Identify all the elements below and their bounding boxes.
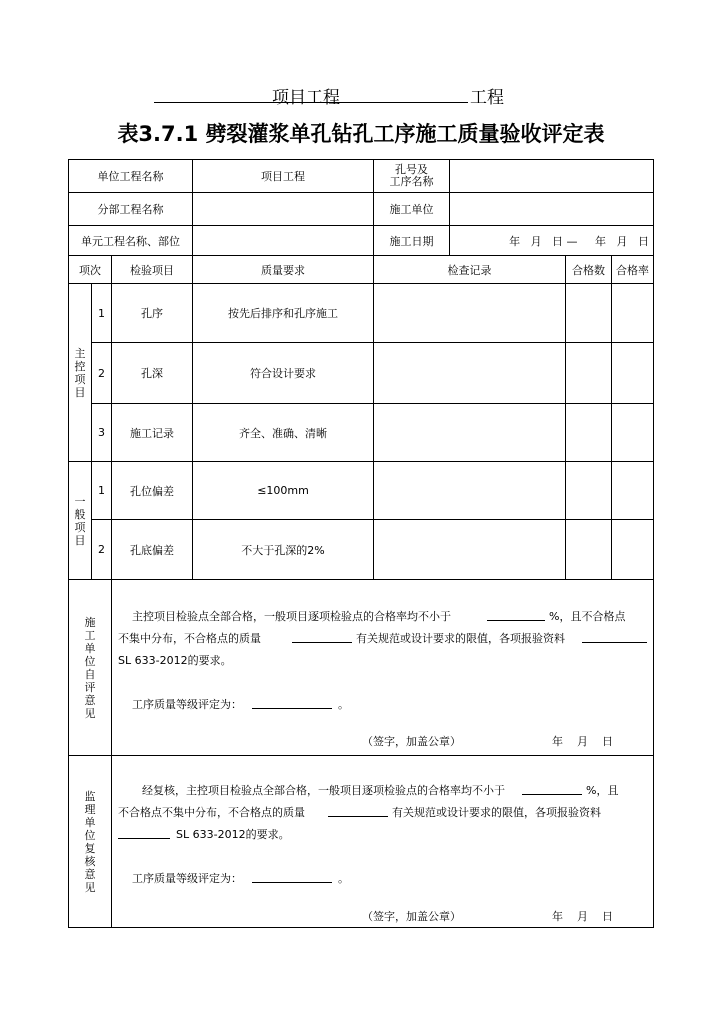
hole-value[interactable] [450,160,654,193]
row-item: 孔深 [112,343,193,404]
col-quality-req: 质量要求 [193,256,374,284]
self-eval-grade-blank[interactable] [252,696,332,709]
general-char: 般 [74,507,86,521]
col-pass-count: 合格数 [566,256,612,284]
hole-label [374,160,450,193]
supervisor-eval-char: 理 [84,802,96,816]
supervisor-eval-char: 核 [84,854,96,868]
row-check-record[interactable] [374,462,566,520]
row-pass-rate[interactable] [612,462,654,520]
self-eval-line1a: 主控项目检验点全部合格，一般项目逐项检验点的合格率均不小于 [132,610,451,623]
main-control-char: 项 [74,372,86,386]
row-requirement: 按先后排序和孔序施工 [193,284,374,343]
supervisor-eval-char: 单 [84,815,96,829]
self-eval-char: 自 [84,667,96,681]
main-control-char: 目 [74,385,86,399]
self-eval-line3: SL 633-2012的要求。 [118,654,232,667]
general-char: 目 [74,533,86,547]
form-title: 表3.7.1 劈裂灌浆单孔钻孔工序施工质量验收评定表 [117,122,605,146]
row-pass-rate[interactable] [612,520,654,580]
supervisor-eval-label [69,756,112,928]
project-name: 项目工程 [272,88,340,108]
self-eval-grade-end: 。 [338,698,349,711]
self-eval-char: 意 [84,693,96,707]
col-item-no: 项次 [69,256,112,284]
constructor-value[interactable] [450,193,654,226]
supervisor-eval-row [69,756,654,928]
constructor-label: 施工单位 [374,193,450,226]
supervisor-eval-line2a: 不合格点不集中分布，不合格点的质量 [118,806,305,819]
element-value[interactable] [193,226,374,256]
self-eval-char: 见 [84,706,96,720]
main-control-char: 主 [74,346,86,360]
self-eval-char: 单 [84,641,96,655]
date-value[interactable]: 年 月 日 — 年 月 日 [450,226,654,256]
unit-value[interactable]: 项目工程 [193,160,374,193]
unit-label: 单位工程名称 [69,160,193,193]
row-item: 孔底偏差 [112,520,193,580]
hole-label-line1: 孔号及 [395,163,429,176]
supervisor-eval-line3: SL 633-2012的要求。 [176,828,290,841]
row-pass-count[interactable] [566,343,612,404]
row-no: 2 [92,343,112,404]
row-item: 施工记录 [112,404,193,462]
table-row [69,404,654,462]
general-label [69,462,92,580]
general-char: 项 [74,520,86,534]
row-requirement: 不大于孔深的2% [193,520,374,580]
part-label: 分部工程名称 [69,193,193,226]
col-check-item: 检验项目 [112,256,193,284]
row-no: 1 [92,284,112,343]
self-eval-grade-label: 工序质量等级评定为： [132,698,242,711]
self-eval-char: 施 [84,615,96,629]
supervisor-eval-char: 监 [84,789,96,803]
row-pass-count[interactable] [566,284,612,343]
supervisor-eval-line1b: %，且 [586,784,619,797]
supervisor-eval-grade-end: 。 [338,872,349,885]
supervisor-eval-date: 年 月 日 [552,910,613,923]
row-pass-rate[interactable] [612,343,654,404]
row-requirement: ≤100mm [193,462,374,520]
element-label: 单元工程名称、部位 [69,226,193,256]
row-check-record[interactable] [374,343,566,404]
supervisor-eval-docs-blank[interactable] [118,826,170,839]
row-pass-rate[interactable] [612,404,654,462]
supervisor-eval-line1a: 经复核，主控项目检验点全部合格，一般项目逐项检验点的合格率均不小于 [142,784,505,797]
self-eval-row [69,580,654,756]
table-row [69,343,654,404]
main-control-char: 控 [74,359,86,373]
project-suffix: 工程 [470,88,504,108]
row-no: 1 [92,462,112,520]
date-label: 施工日期 [374,226,450,256]
row-check-record[interactable] [374,404,566,462]
self-eval-content [112,580,654,756]
table-row [69,520,654,580]
row-item: 孔位偏差 [112,462,193,520]
self-eval-char: 工 [84,628,96,642]
self-eval-date: 年 月 日 [552,735,613,748]
row-pass-count[interactable] [566,462,612,520]
self-eval-line1b: %，且不合格点 [549,610,626,623]
main-control-label [69,284,92,462]
row-check-record[interactable] [374,520,566,580]
table-row [69,462,654,520]
hole-label-line2: 工序名称 [389,175,434,188]
unit-row [69,160,654,193]
self-eval-line2b: 有关规范或设计要求的限值，各项报验资料 [356,632,565,645]
part-value[interactable] [193,193,374,226]
self-eval-quality-blank[interactable] [292,630,352,643]
supervisor-eval-rate-blank[interactable] [522,782,582,795]
table-row [69,284,654,343]
row-pass-count[interactable] [566,520,612,580]
col-pass-rate: 合格率 [612,256,654,284]
part-row [69,193,654,226]
self-eval-rate-blank[interactable] [487,608,545,621]
supervisor-eval-char: 位 [84,828,96,842]
supervisor-eval-content [112,756,654,928]
general-char: 一 [74,494,86,508]
row-requirement: 齐全、准确、清晰 [193,404,374,462]
row-check-record[interactable] [374,284,566,343]
supervisor-eval-char: 复 [84,841,96,855]
col-check-record: 检查记录 [374,256,566,284]
supervisor-eval-line2b: 有关规范或设计要求的限值，各项报验资料 [392,806,601,819]
supervisor-eval-grade-blank[interactable] [252,870,332,883]
supervisor-eval-quality-blank[interactable] [328,804,388,817]
row-no: 2 [92,520,112,580]
self-eval-char: 评 [84,680,96,694]
column-header-row [69,256,654,284]
row-pass-count[interactable] [566,404,612,462]
supervisor-eval-char: 意 [84,867,96,881]
row-requirement: 符合设计要求 [193,343,374,404]
element-row [69,226,654,256]
self-eval-line2a: 不集中分布，不合格点的质量 [118,632,261,645]
supervisor-eval-sign: （签字，加盖公章） [362,910,461,923]
row-item: 孔序 [112,284,193,343]
self-eval-char: 位 [84,654,96,668]
self-eval-label [69,580,112,756]
row-no: 3 [92,404,112,462]
self-eval-sign: （签字，加盖公章） [362,735,461,748]
inspection-form [68,159,654,928]
self-eval-docs-blank[interactable] [582,630,647,643]
supervisor-eval-grade-label: 工序质量等级评定为： [132,872,242,885]
row-pass-rate[interactable] [612,284,654,343]
supervisor-eval-char: 见 [84,880,96,894]
